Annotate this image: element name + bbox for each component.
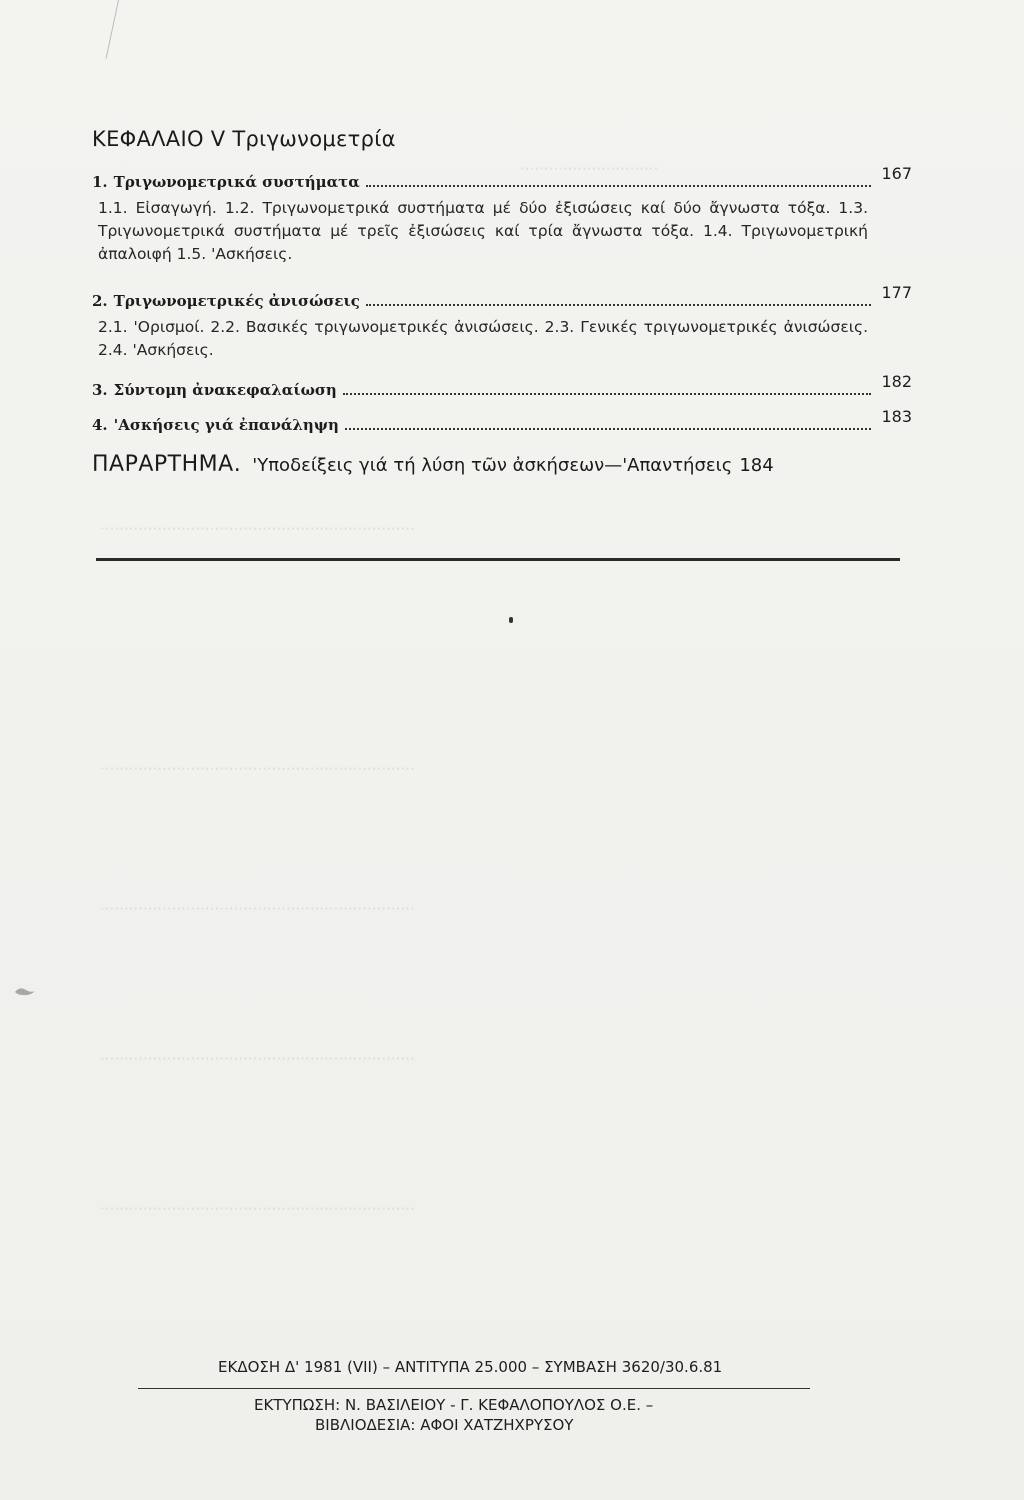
dot-leader bbox=[366, 184, 872, 187]
toc-entry-number: 3. bbox=[92, 381, 108, 399]
toc-entry-number: 1. bbox=[92, 173, 108, 191]
ink-smudge bbox=[14, 985, 36, 997]
appendix-text: 'Υποδείξεις γιά τή λύση τῶν ἀσκήσεων—'Απαντήσεις bbox=[252, 455, 733, 476]
toc-page-number: 167 bbox=[881, 164, 912, 183]
show-through-text: ·································································· bbox=[100, 1050, 415, 1068]
toc-page-number: 182 bbox=[881, 372, 912, 391]
appendix-page-number: 184 bbox=[739, 455, 774, 476]
edition-line: ΕΚΔΟΣΗ Δ' 1981 (VII) – ΑΝΤΙΤΥΠΑ 25.000 – ΣΥΜΒΑΣΗ 3620/30.6.81 bbox=[218, 1358, 723, 1376]
toc-entry-3 bbox=[92, 372, 912, 399]
show-through-text: ·································································· bbox=[100, 520, 415, 538]
toc-entry-heading bbox=[92, 283, 912, 310]
appendix-entry bbox=[92, 452, 922, 477]
chapter-title: ΚΕΦΑΛΑΙΟ V Τριγωνομετρία bbox=[92, 127, 396, 151]
page-edge-mark bbox=[106, 0, 119, 59]
show-through-text: ·································································· bbox=[100, 900, 415, 918]
toc-entry-title: Τριγωνομετρικά συστήματα bbox=[113, 173, 360, 191]
toc-entry-heading bbox=[92, 372, 912, 399]
toc-page-number: 183 bbox=[881, 407, 912, 426]
dot-leader bbox=[343, 392, 872, 395]
toc-entry-heading bbox=[92, 407, 912, 434]
dot-leader bbox=[366, 303, 872, 306]
toc-entry-4 bbox=[92, 407, 912, 434]
show-through-text: ····························· bbox=[520, 160, 659, 178]
dot-leader bbox=[345, 427, 872, 430]
toc-entry-title: 'Ασκήσεις γιά ἐπανάληψη bbox=[113, 416, 339, 434]
toc-entry-description: 1.1. Εἰσαγωγή. 1.2. Τριγωνομετρικά συστήματα μέ δύο ἐξισώσεις καί δύο ἄγνωστα τόξα. 1.3. Τριγωνομετρικά συστήματα μέ τρεῖς ἐξισώσεις καί τρία ἄγνωστα τόξα. 1.4. Τριγωνομετρική ἀπαλοιφή 1.5. 'Ασκήσεις. bbox=[98, 199, 868, 263]
printer-line: ΕΚΤΥΠΩΣΗ: Ν. ΒΑΣΙΛΕΙΟΥ - Γ. ΚΕΦΑΛΟΠΟΥΛΟΣ Ο.Ε. – bbox=[254, 1396, 654, 1414]
toc-entry-heading bbox=[92, 164, 912, 191]
binding-line: ΒΙΒΛΙΟΔΕΣΙΑ: ΑΦΟΙ ΧΑΤΖΗΧΡΥΣΟΥ bbox=[315, 1416, 574, 1434]
toc-entry-title: Τριγωνομετρικές ἀνισώσεις bbox=[113, 292, 360, 310]
toc-entry-number: 4. bbox=[92, 416, 108, 434]
show-through-text: ·································································· bbox=[100, 760, 415, 778]
toc-page-number: 177 bbox=[881, 283, 912, 302]
imprint-rule bbox=[138, 1388, 810, 1389]
toc-entry-2 bbox=[92, 283, 912, 362]
toc-entry-1 bbox=[92, 164, 912, 266]
show-through-text: ·································································· bbox=[100, 1200, 415, 1218]
toc-entry-description: 2.1. 'Ορισμοί. 2.2. Βασικές τριγωνομετρικές ἀνισώσεις. 2.3. Γενικές τριγωνομετρικές ἀνισώσεις. 2.4. 'Ασκήσεις. bbox=[98, 318, 868, 359]
toc-entry-number: 2. bbox=[92, 292, 108, 310]
appendix-label: ΠΑΡΑΡΤΗΜΑ. bbox=[92, 452, 242, 477]
section-divider bbox=[96, 558, 900, 561]
toc-entry-title: Σύντομη ἀνακεφαλαίωση bbox=[113, 381, 337, 399]
ink-dot bbox=[509, 617, 513, 623]
